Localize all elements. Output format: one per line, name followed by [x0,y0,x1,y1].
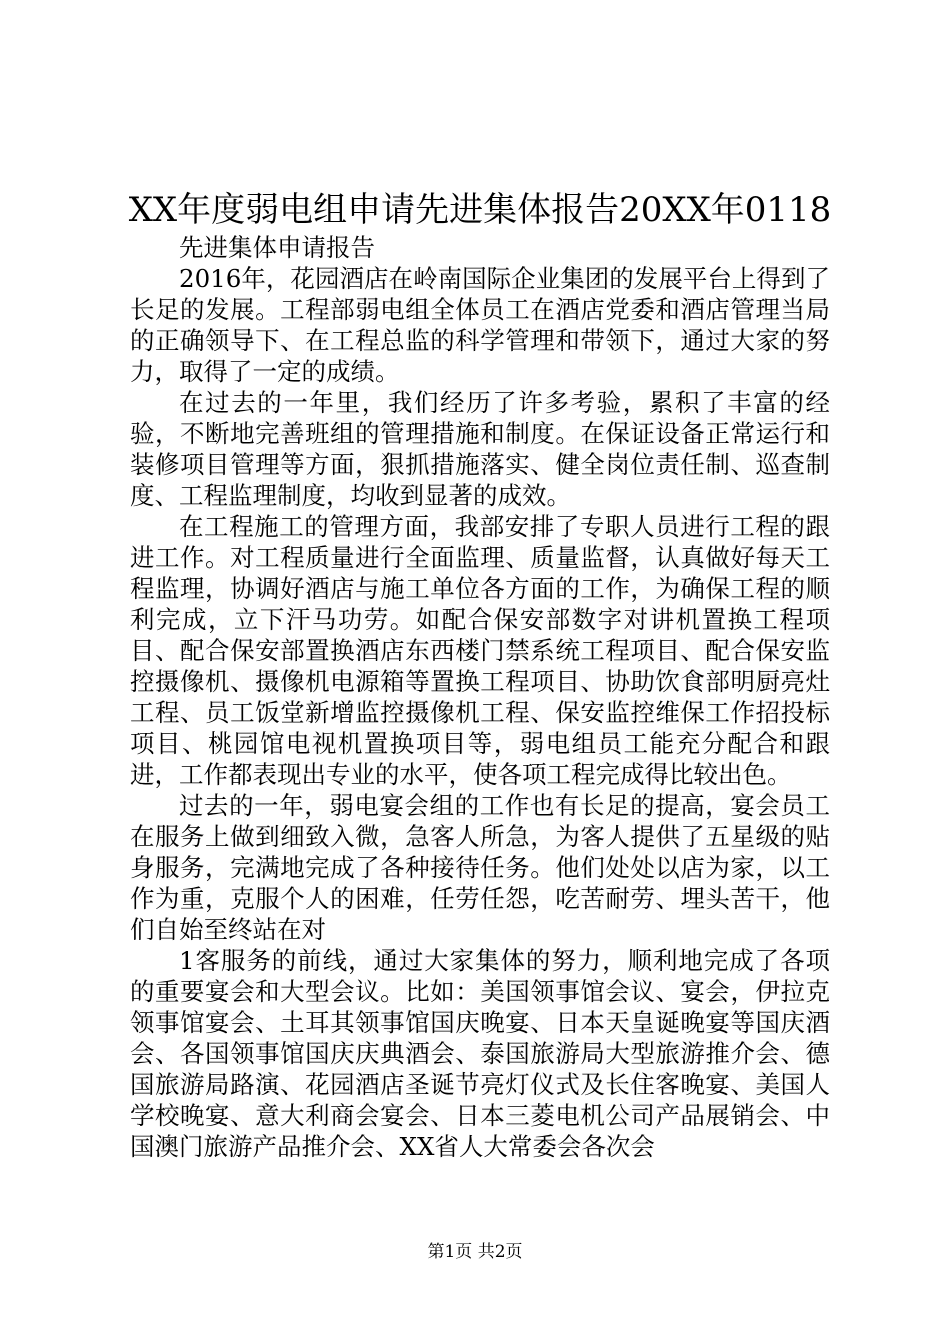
paragraph: 在工程施工的管理方面，我部安排了专职人员进行工程的跟进工作。对工程质量进行全面监理、质量监督，认真做好每天工程监理，协调好酒店与施工单位各方面的工作，为确保工程的顺利完成，立下汗马功劳。如配合保安部数字对讲机置换工程项目、配合保安部置换酒店东西楼门禁系统工程项目、配合保安监控摄像机、摄像机电源箱等置换工程项目、协助饮食部明厨亮灶工程、员工饭堂新增监控摄像机工程、保安监控维保工作招投标项目、桃园馆电视机置换项目等，弱电组员工能充分配合和跟进，工作都表现出专业的水平，使各项工程完成得比较出色。 [130,512,830,789]
paragraph: 2016年，花园酒店在岭南国际企业集团的发展平台上得到了长足的发展。工程部弱电组全体员工在酒店党委和酒店管理当局的正确领导下、在工程总监的科学管理和带领下，通过大家的努力，取得了一定的成绩。 [130,264,830,386]
page-footer: 第1页 共2页 [427,1242,523,1262]
paragraph: 在过去的一年里，我们经历了许多考验，累积了丰富的经验，不断地完善班组的管理措施和制度。在保证设备正常运行和装修项目管理等方面，狠抓措施落实、健全岗位责任制、巡查制度、工程监理制度，均收到显著的成效。 [130,388,830,510]
document-body [130,232,830,1162]
paragraph: 1客服务的前线，通过大家集体的努力，顺利地完成了各项的重要宴会和大型会议。比如：美国领事馆会议、宴会，伊拉克领事馆宴会、土耳其领事馆国庆晚宴、日本天皇诞晚宴等国庆酒会、各国领事馆国庆庆典酒会、泰国旅游局大型旅游推介会、德国旅游局路演、花园酒店圣诞节亮灯仪式及长住客晚宴、美国人学校晚宴、意大利商会宴会、日本三菱电机公司产品展销会、中国澳门旅游产品推介会、XX省人大常委会各次会 [130,946,830,1161]
paragraph: 过去的一年，弱电宴会组的工作也有长足的提高，宴会员工在服务上做到细致入微，急客人所急，为客人提供了五星级的贴身服务，完满地完成了各种接待任务。他们处处以店为家，以工作为重，克服个人的困难，任劳任怨，吃苦耐劳、埋头苦干，他们自始至终站在对 [130,791,830,944]
paragraph-subtitle: 先进集体申请报告 [179,233,375,262]
document-title: XX年度弱电组申请先进集体报告20XX年0118 [128,190,832,230]
